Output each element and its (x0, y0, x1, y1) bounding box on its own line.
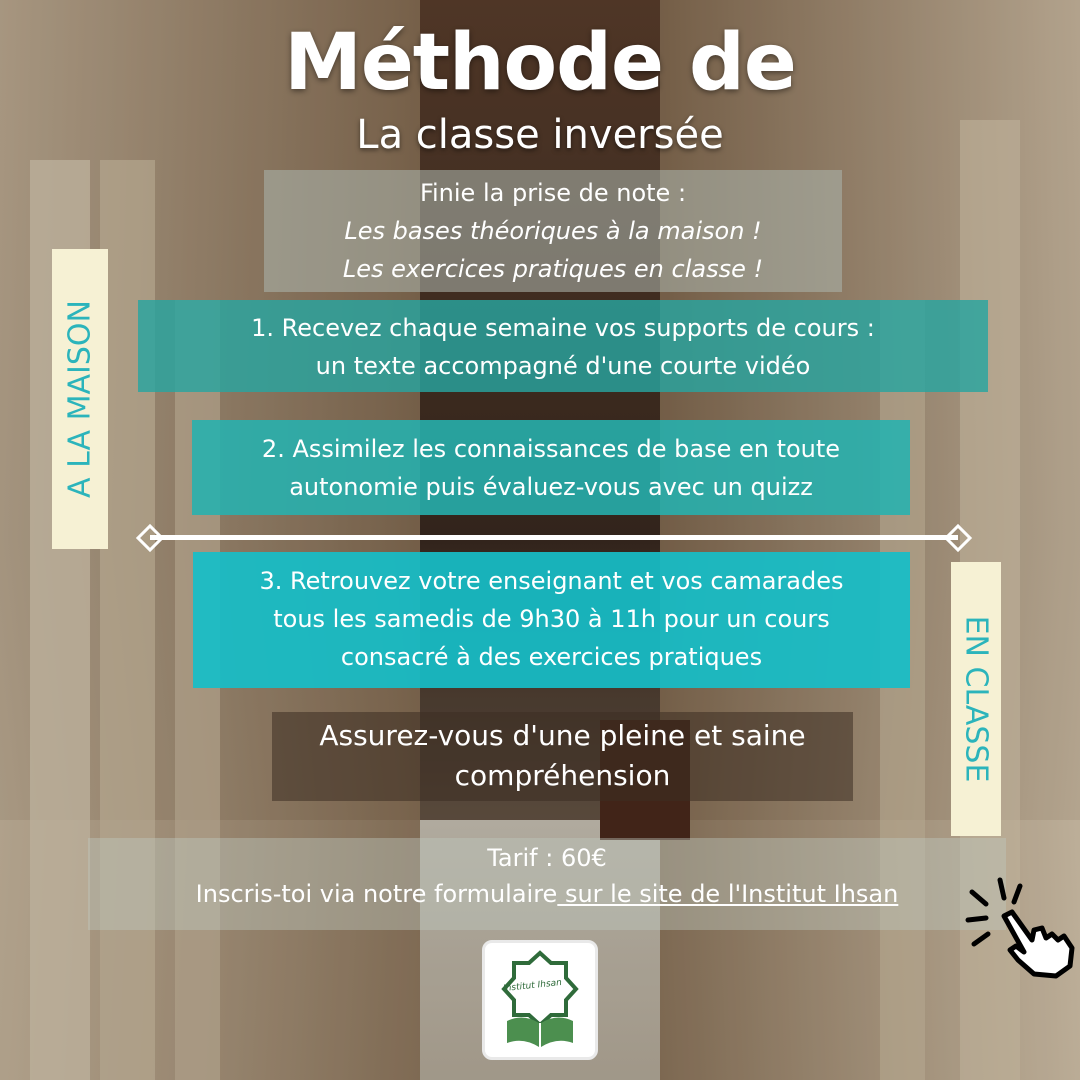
step-3-line-3: consacré à des exercices pratiques (340, 643, 763, 671)
tarif-signup (88, 876, 1006, 912)
book-star-logo (485, 943, 595, 1057)
intro-line-class: Les exercices pratiques en classe ! (342, 255, 764, 283)
step-1-line-1: 1. Recevez chaque semaine vos supports de cours : (251, 314, 875, 342)
assurance-box (272, 712, 853, 801)
step-1-line-2: un texte accompagné d'une courte vidéo (315, 352, 811, 380)
label-class-text: EN CLASSE (958, 615, 994, 783)
step-1-box (138, 300, 988, 392)
intro-box (264, 170, 842, 292)
step-3-box (193, 552, 910, 688)
label-home (52, 249, 108, 549)
label-home-text: A LA MAISON (62, 300, 98, 498)
step-3-line-2: tous les samedis de 9h30 à 11h pour un cours (273, 605, 830, 633)
intro-line-home: Les bases théoriques à la maison ! (344, 217, 762, 245)
tarif-price: Tarif : 60€ (487, 844, 607, 872)
pointer-hand-icon (960, 868, 1080, 980)
intro-line: Finie la prise de note : (419, 179, 687, 207)
institute-site-link[interactable]: sur le site de l'Institut Ihsan (557, 880, 899, 908)
page-subtitle: La classe inversée (356, 112, 724, 158)
label-class (951, 562, 1001, 836)
step-3-line-1: 3. Retrouvez votre enseignant et vos camarades (259, 567, 844, 595)
step-2-line-1: 2. Assimilez les connaissances de base en toute (261, 435, 841, 463)
assurance-line-1: Assurez-vous d'une pleine et saine (319, 719, 806, 752)
tarif-box (88, 838, 1006, 930)
institute-logo (482, 940, 598, 1060)
step-2-line-2: autonomie puis évaluez-vous avec un quizz (289, 473, 813, 501)
divider-line (150, 535, 958, 540)
tarif-signup-text: Inscris-toi via notre formulaire (195, 880, 558, 908)
logo-text: Institut Ihsan (502, 977, 563, 995)
step-2-box (192, 420, 910, 515)
page-title: Méthode de (284, 18, 796, 108)
assurance-line-2: compréhension (454, 759, 671, 792)
